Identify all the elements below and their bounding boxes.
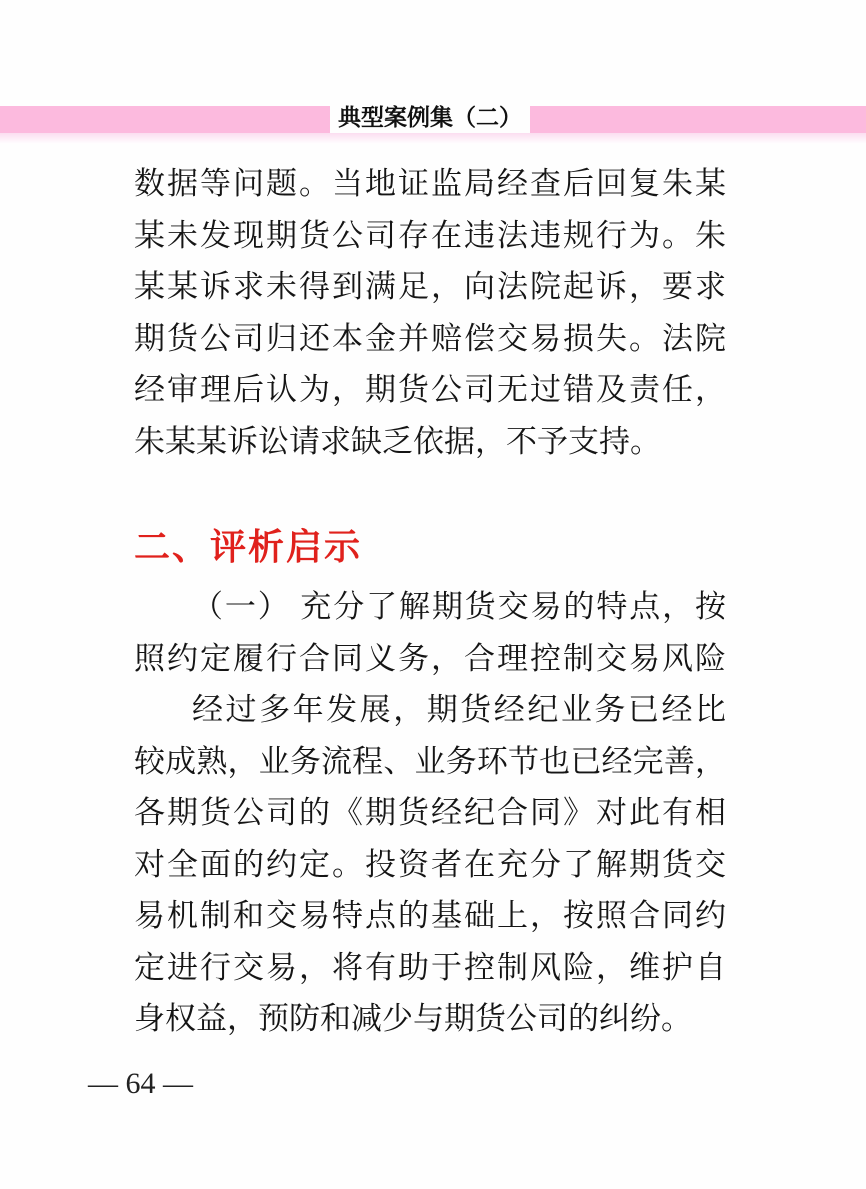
text-line: 定进行交易，将有助于控制风险，维护自 — [134, 949, 726, 985]
text-line: 经过多年发展，期货经纪业务已经比 — [192, 692, 726, 727]
page-body — [134, 158, 726, 1045]
text-line: 身权益，预防和减少与期货公司的纠纷。 — [134, 1001, 692, 1036]
subsection-heading-line: （一） 充分了解期货交易的特点，按 — [192, 589, 726, 624]
text-line: 易机制和交易特点的基础上，按照合同约 — [134, 898, 726, 933]
header-pink-bar-left — [0, 106, 330, 133]
text-line: 经审理后认为，期货公司无过错及责任， — [134, 372, 726, 407]
header-pink-bar-right — [530, 106, 866, 133]
text-line: 对全面的约定。投资者在充分了解期货交 — [134, 846, 726, 882]
text-line: 某某诉求未得到满足，向法院起诉，要求 — [134, 269, 726, 304]
header-pink-fade — [0, 133, 866, 144]
section-heading: 二、评析启示 — [134, 526, 363, 567]
text-line: 各期货公司的《期货经纪合同》对此有相 — [134, 795, 726, 830]
page-number: — 64 — — [88, 1067, 193, 1100]
text-line: 期货公司归还本金并赔偿交易损失。法院 — [134, 320, 726, 356]
text-line: 朱某某诉讼请求缺乏依据，不予支持。 — [134, 423, 661, 459]
text-line: 数据等问题。当地证监局经查后回复朱某 — [134, 166, 726, 201]
text-line: 某未发现期货公司存在违法违规行为。朱 — [134, 217, 726, 253]
running-header-title: 典型案例集（二） — [338, 104, 522, 130]
subsection-heading-line: 照约定履行合同义务，合理控制交易风险 — [134, 640, 726, 676]
text-line: 较成熟，业务流程、业务环节也已经完善， — [134, 743, 726, 779]
